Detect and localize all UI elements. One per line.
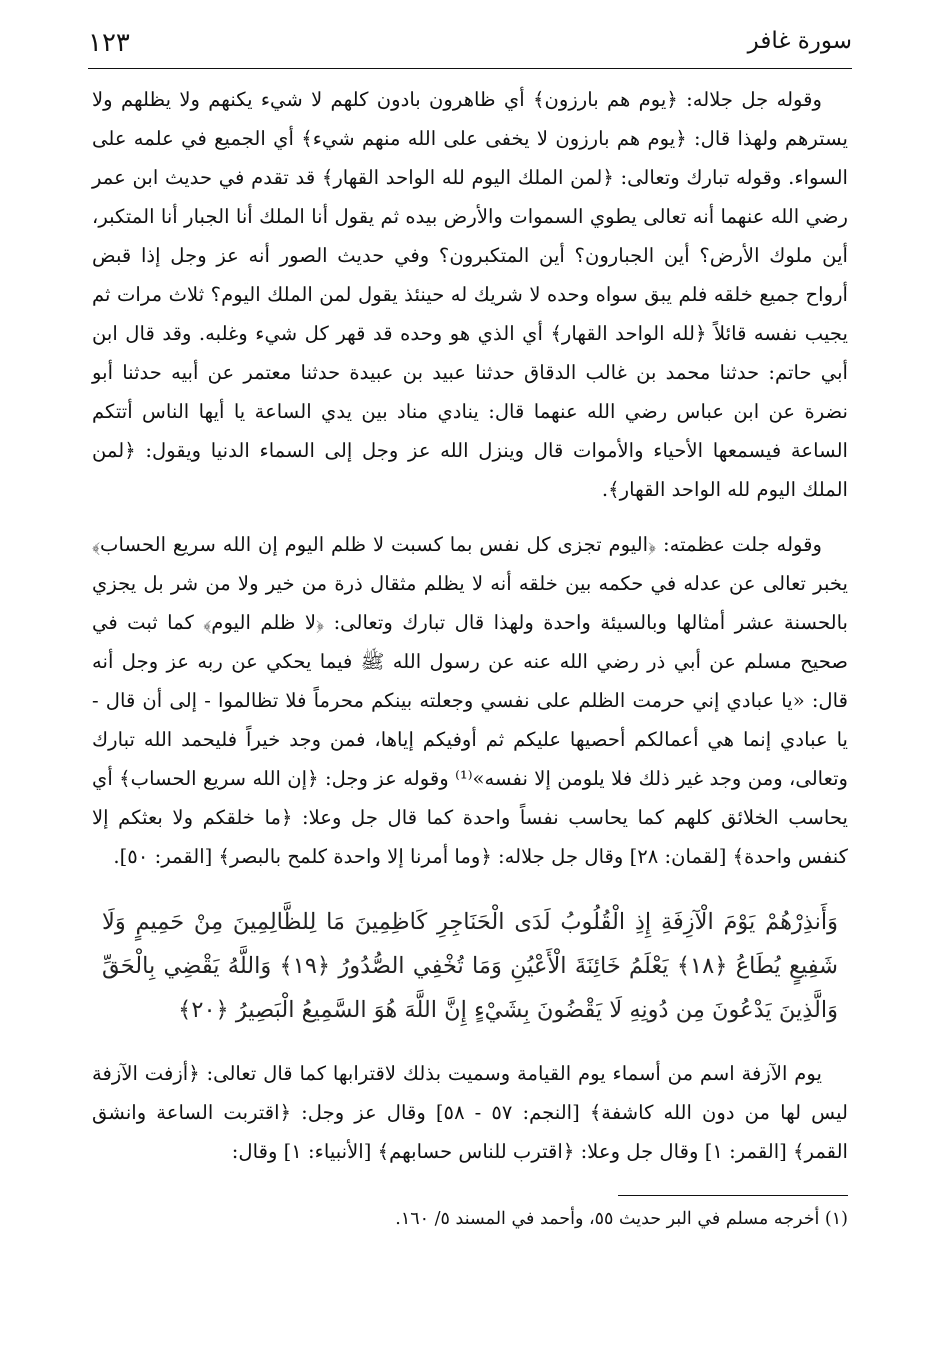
footnote: (١) أخرجه مسلم في البر حديث ٥٥، وأحمد في المسند ٥/ ١٦٠. (395, 1209, 848, 1229)
surah-title: سورة غافر (747, 28, 852, 54)
paragraph-2: وقوله جلت عظمته: ﴿اليوم تجزى كل نفس بما كسبت لا ظلم اليوم إن الله سريع الحساب﴾ يخبر تعالى عن عدله في حكمه بين خلقه أنه لا يظلم مثقال ذرة من خير ولا من شر بل يجزي بالحسنة عشر أمثالها وبالسيئة واحدة ولهذا قال تبارك وتعالى: ﴿لا ظلم اليوم﴾ كما ثبت في صحيح مسلم عن أبي ذر رضي الله عنه عن رسول الله ﷺ فيما يحكي عن ربه عز وجل أنه قال: «يا عبادي إني حرمت الظلم على نفسي وجعلته بينكم محرماً فلا تظالموا - إلى أن قال - يا عبادي إنما هي أعمالكم أحصيها عليكم ثم أوفيكم إياها، فمن وجد خيراً فليحمد الله تبارك وتعالى، ومن وجد غير ذلك فلا يلومن إلا نفسه»⁽¹⁾ وقوله عز وجل: ﴿إن الله سريع الحساب﴾ أي يحاسب الخلائق كلهم كما يحاسب نفساً واحدة كما قال جل وعلا: ﴿ما خلقكم ولا بعثكم إلا كنفس واحدة﴾ [لقمان: ٢٨] وقال جل جلاله: ﴿وما أمرنا إلا واحدة كلمح بالبصر﴾ [القمر: ٥٠]. (92, 533, 849, 868)
footnote-divider (618, 1195, 848, 1196)
quran-verses: وَأَنذِرْهُمْ يَوْمَ الْآزِفَةِ إِذِ الْقُلُوبُ لَدَى الْحَنَاجِرِ كَاظِمِينَ مَا لِلظَّالِمِينَ مِنْ حَمِيمٍ وَلَا شَفِيعٍ يُطَاعُ ﴿١٨﴾ يَعْلَمُ خَائِنَةَ الْأَعْيُنِ وَمَا تُخْفِي الصُّدُورُ ﴿١٩﴾ وَاللَّهُ يَقْضِي بِالْحَقِّ وَالَّذِينَ يَدْعُونَ مِن دُونِهِ لَا يَقْضُونَ بِشَيْءٍ إِنَّ اللَّهَ هُوَ السَّمِيعُ الْبَصِيرُ ﴿٢٠﴾ (102, 909, 838, 1023)
page-header (88, 22, 852, 69)
paragraph-1: وقوله جل جلاله: ﴿يوم هم بارزون﴾ أي ظاهرون بادون كلهم لا شيء يكنهم ولا يظلهم ولا يسترهم ولهذا قال: ﴿يوم هم بارزون لا يخفى على الله منهم شيء﴾ أي الجميع في علمه على السواء. وقوله تبارك وتعالى: ﴿لمن الملك اليوم لله الواحد القهار﴾ قد تقدم في حديث ابن عمر رضي الله عنهما أنه تعالى يطوي السموات والأرض بيده ثم يقول أنا الملك أنا الجبار أنا المتكبر، أين ملوك الأرض؟ أين الجبارون؟ أين المتكبرون؟ وفي حديث الصور أنه عز وجل إذا قبض أرواح جميع خلقه فلم يبق سواه وحده لا شريك له حينئذ يقول لمن الملك اليوم؟ ثلاث مرات ثم يجيب نفسه قائلاً ﴿لله الواحد القهار﴾ أي الذي هو وحده قد قهر كل شيء وغلبه. وقد قال ابن أبي حاتم: حدثنا محمد بن غالب الدقاق حدثنا عبيد بن عبيدة حدثنا معتمر عن أبيه حدثنا أبو نضرة عن ابن عباس رضي الله عنهما قال: ينادي مناد بين يدي الساعة يا أيها الناس أتتكم الساعة فيسمعها الأحياء والأموات قال وينزل الله عز وجل إلى السماء الدنيا ويقول: ﴿لمن الملك اليوم لله الواحد القهار﴾. (92, 88, 848, 501)
page-number: ١٢٣ (88, 28, 130, 58)
paragraph-3: يوم الآزفة اسم من أسماء يوم القيامة وسميت بذلك لاقترابها كما قال تعالى: ﴿أزفت الآزفة ليس لها من دون الله كاشفة﴾ [النجم: ٥٧ - ٥٨] وقال عز وجل: ﴿اقتربت الساعة وانشق القمر﴾ [القمر: ١] وقال جل وعلا: ﴿اقترب للناس حسابهم﴾ [الأنبياء: ١] وقال: (92, 1062, 849, 1163)
page-body (92, 80, 848, 1236)
